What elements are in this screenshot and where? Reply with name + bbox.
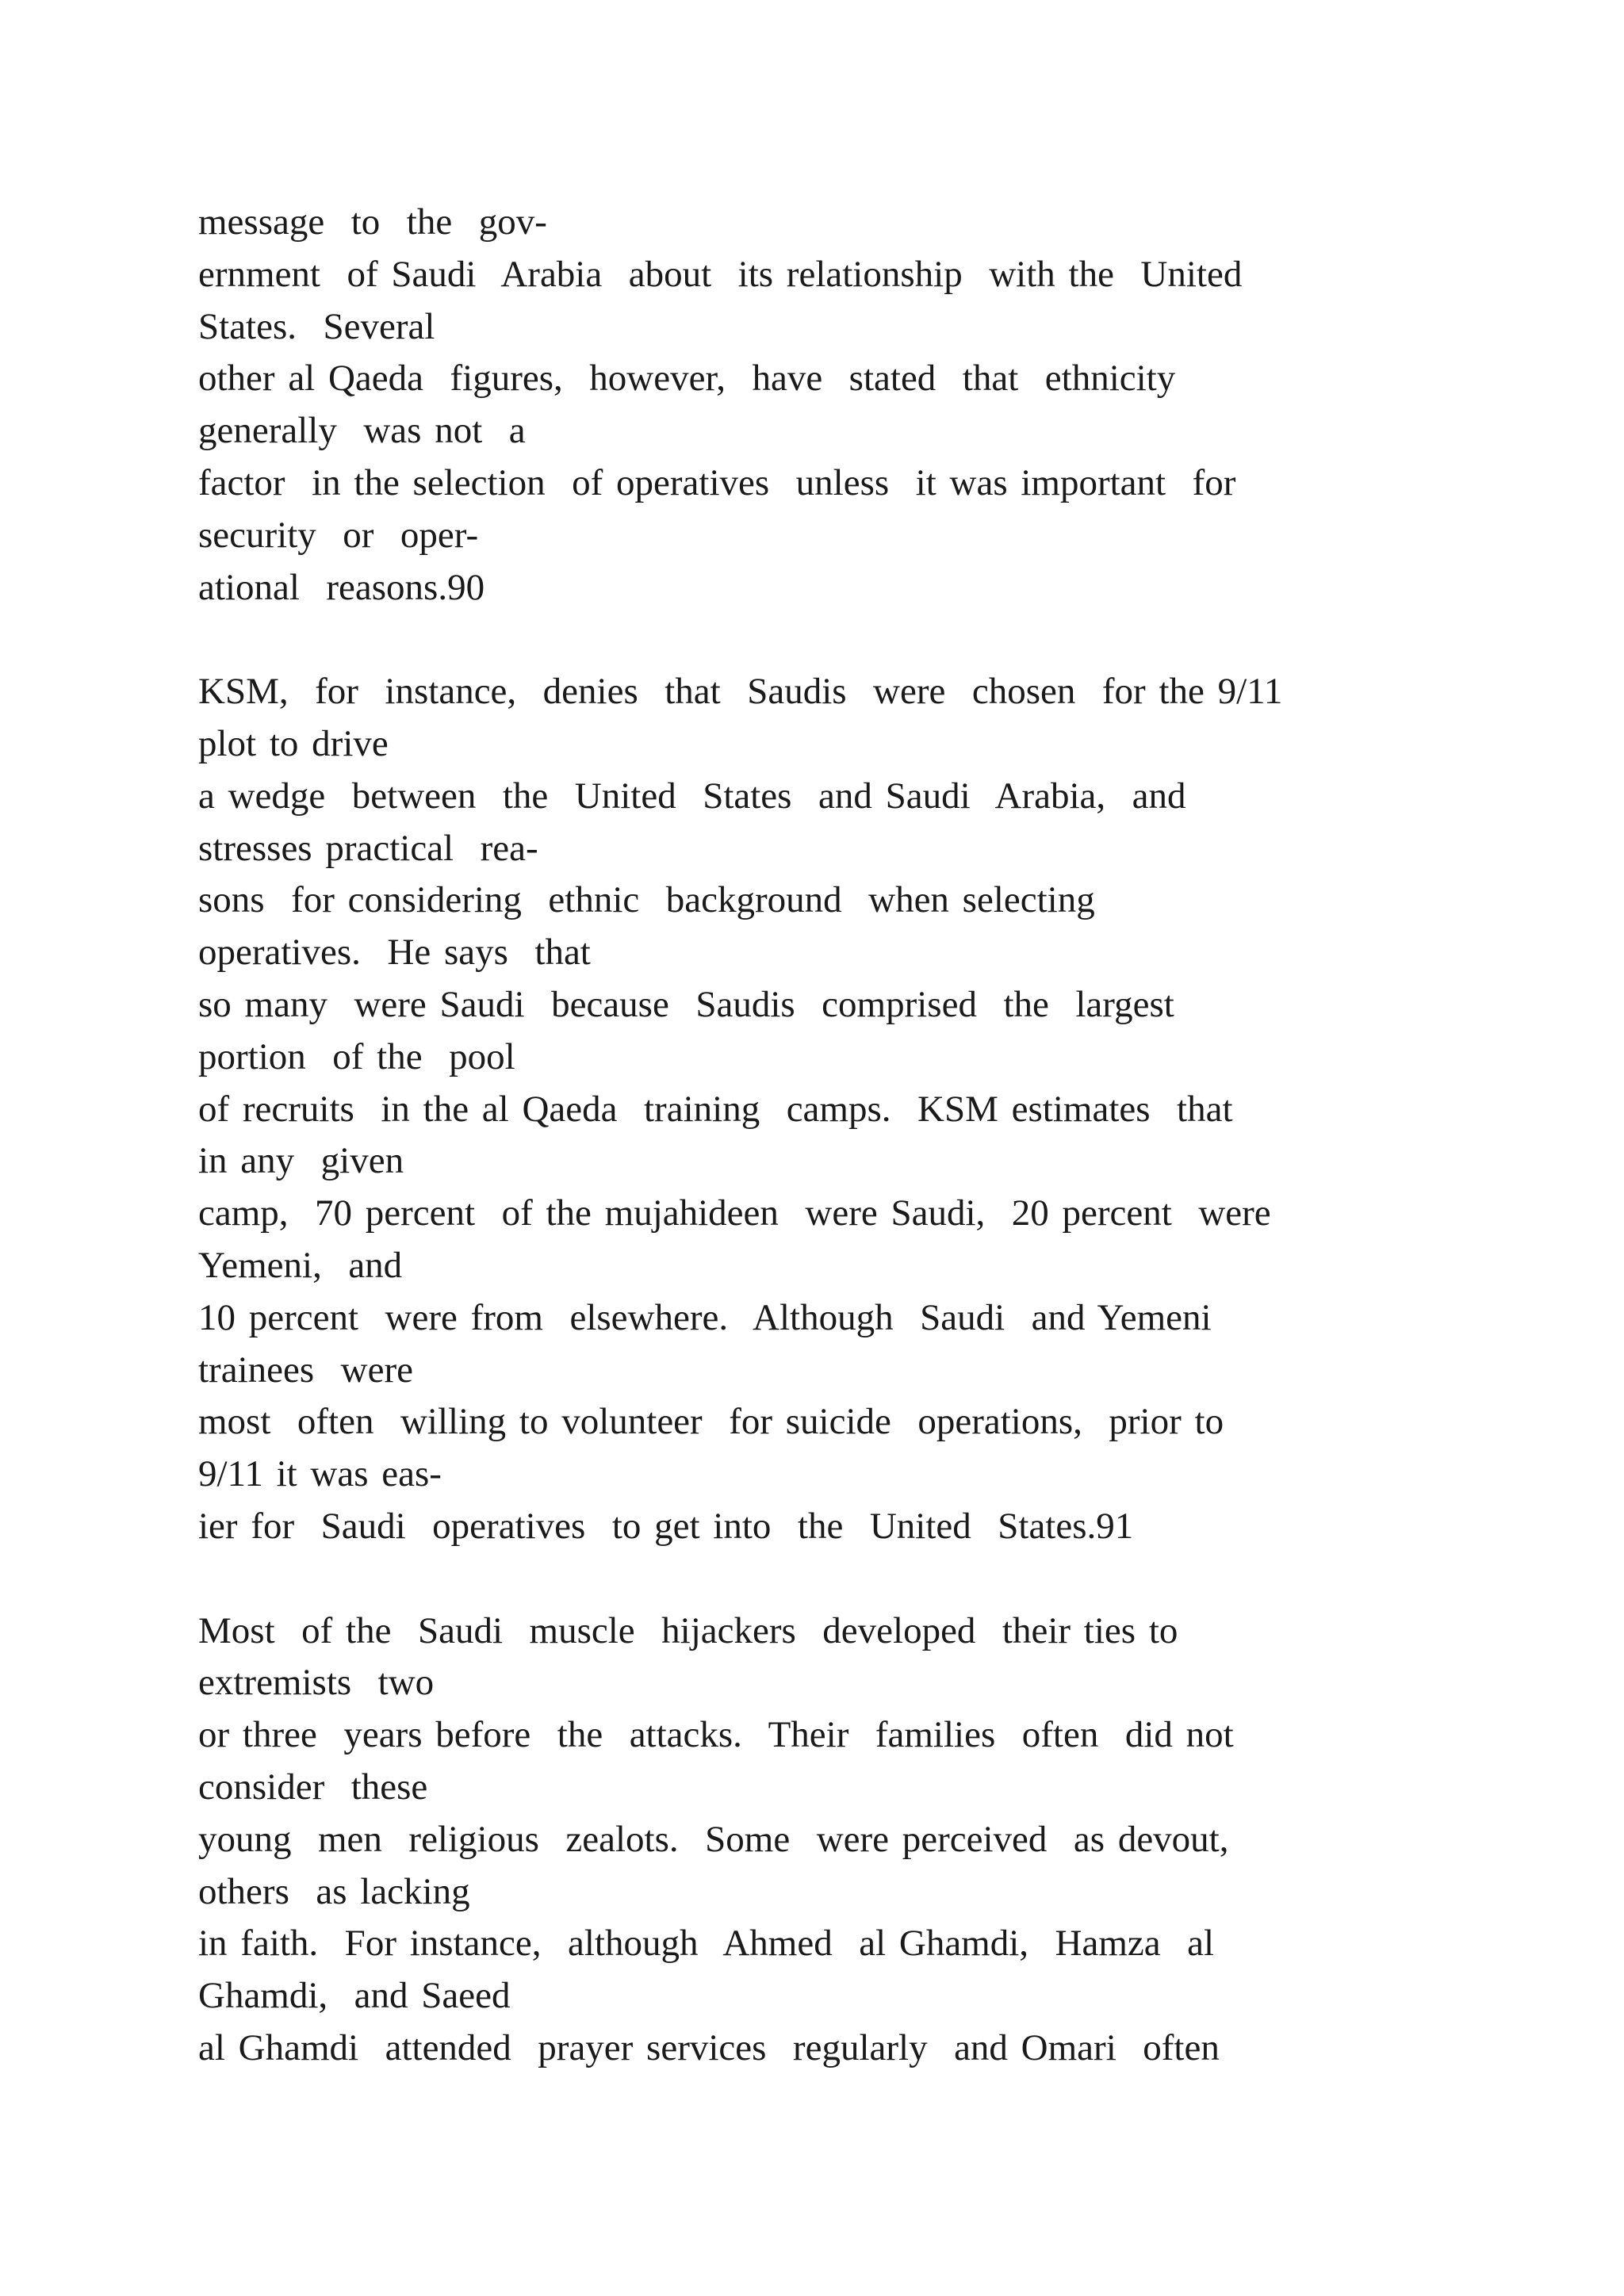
text-line: of recruits in the al Qaeda training camps. KSM estimates that <box>198 1088 1233 1130</box>
text-line: extremists two <box>198 1662 435 1704</box>
text-line: Ghamdi, and Saeed <box>198 1975 511 2017</box>
text-line: message to the gov- <box>198 201 547 243</box>
text-line: young men religious zealots. Some were perceived as devout, <box>198 1818 1229 1860</box>
body-text <box>198 197 1530 2126</box>
text-line: so many were Saudi because Saudis comprised the largest <box>198 983 1174 1025</box>
text-line: stresses practical rea- <box>198 827 538 869</box>
paragraph-ksm <box>198 666 1530 1553</box>
text-line: KSM, for instance, denies that Saudis were chosen for the 9/11 <box>198 671 1283 713</box>
text-line: factor in the selection of operatives unless it was important for <box>198 461 1236 503</box>
text-line: Yemeni, and <box>198 1244 403 1286</box>
text-line: trainees were <box>198 1349 413 1391</box>
text-line: consider these <box>198 1766 428 1808</box>
text-line: Most of the Saudi muscle hijackers developed their ties to <box>198 1609 1178 1651</box>
text-line: camp, 70 percent of the mujahideen were Saudi, 20 percent were <box>198 1192 1271 1234</box>
paragraph-hijackers <box>198 1605 1530 2075</box>
text-line: al Ghamdi attended prayer services regularly and Omari often <box>198 2026 1220 2068</box>
text-line: security or oper- <box>198 514 479 556</box>
text-line: plot to drive <box>198 722 389 764</box>
text-line: ational reasons.90 <box>198 566 485 608</box>
text-line: most often willing to volunteer for suicide operations, prior to <box>198 1401 1224 1443</box>
text-line: 9/11 it was eas- <box>198 1453 442 1495</box>
text-line: generally was not a <box>198 410 526 452</box>
text-line: sons for considering ethnic background when selecting <box>198 879 1095 921</box>
text-line: other al Qaeda figures, however, have stated that ethnicity <box>198 358 1176 400</box>
text-line: or three years before the attacks. Their families often did not <box>198 1714 1234 1756</box>
text-line: others as lacking <box>198 1870 470 1912</box>
text-line: operatives. He says that <box>198 932 591 974</box>
text-line: States. Several <box>198 305 435 347</box>
text-line: ier for Saudi operatives to get into the United States.91 <box>198 1505 1134 1547</box>
text-line: in any given <box>198 1140 404 1182</box>
text-line: ernment of Saudi Arabia about its relationship with the United <box>198 253 1243 295</box>
text-line: a wedge between the United States and Saudi Arabia, and <box>198 775 1186 817</box>
text-line: portion of the pool <box>198 1035 515 1077</box>
text-line: in faith. For instance, although Ahmed al Ghamdi, Hamza al <box>198 1923 1215 1965</box>
text-line: 10 percent were from elsewhere. Although Saudi and Yemeni <box>198 1296 1212 1338</box>
paragraph-ethnicity <box>198 197 1530 614</box>
